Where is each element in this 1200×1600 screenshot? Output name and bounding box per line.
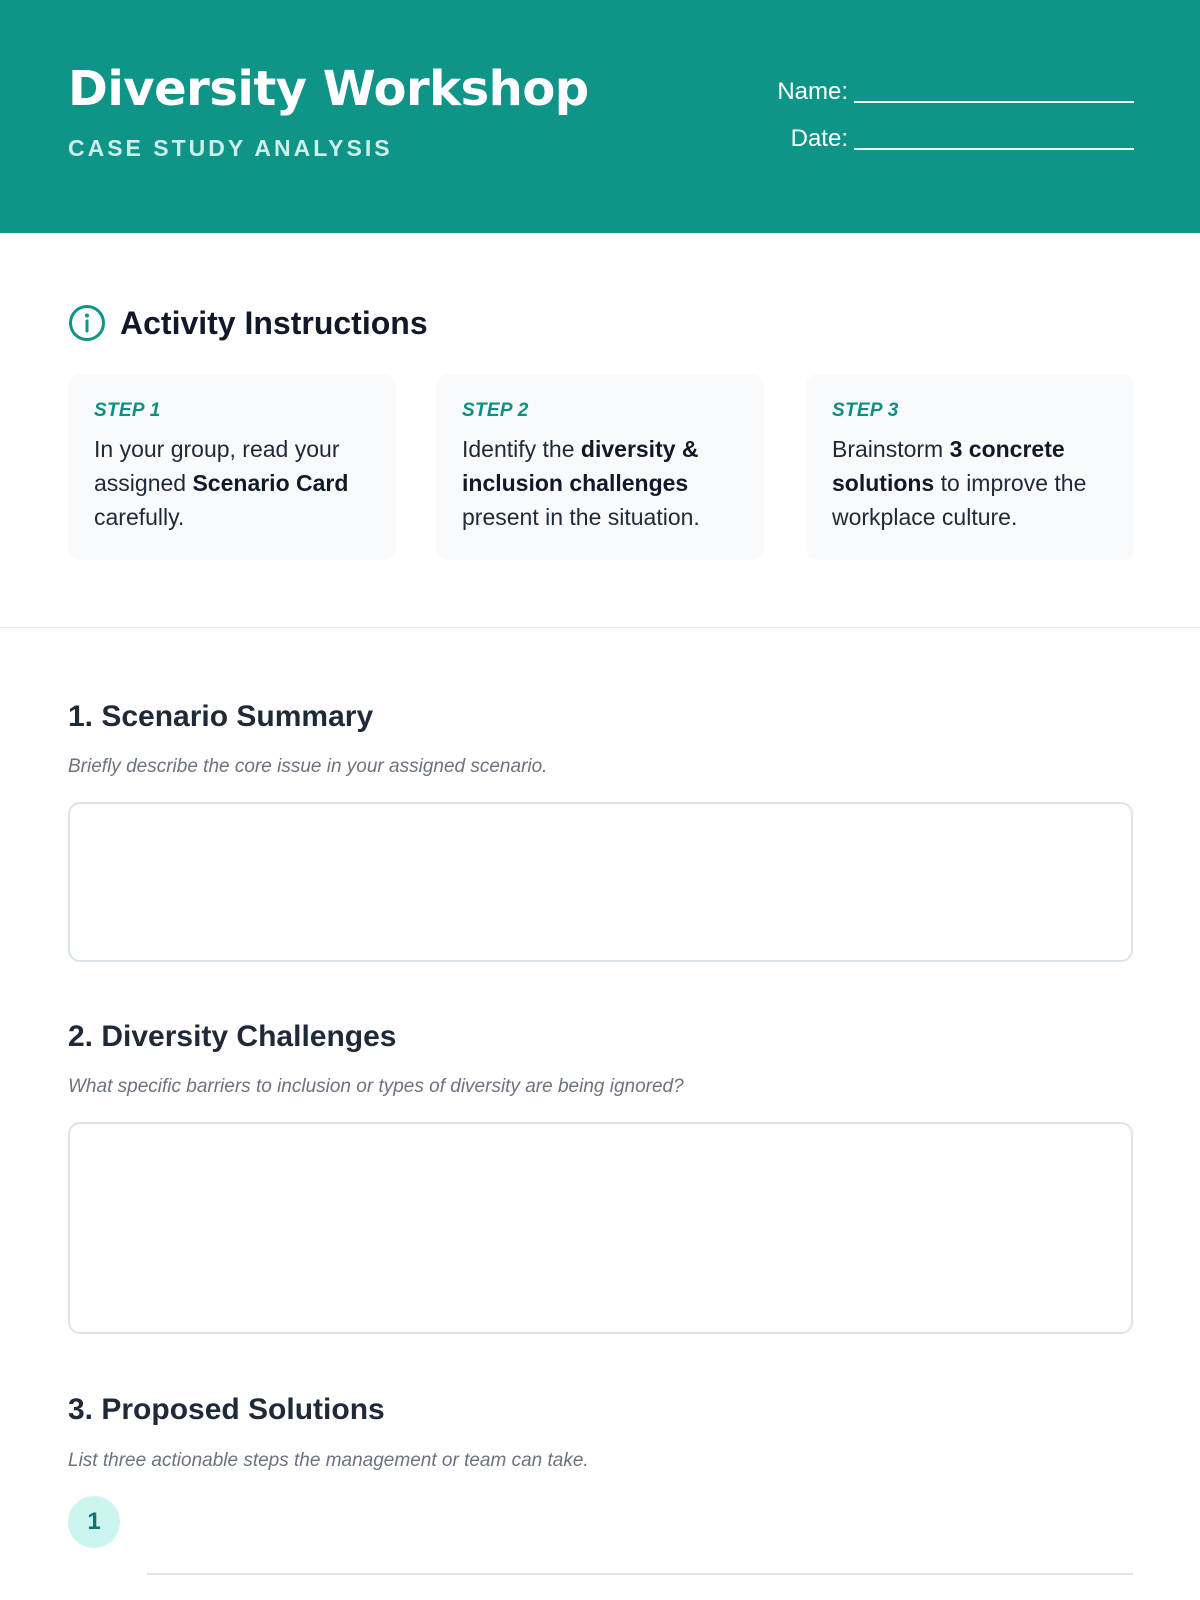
diversity-challenges-hint: What specific barriers to inclusion or types of diversity are being ignored? [68,1076,684,1097]
date-input-line[interactable] [854,130,1134,150]
info-icon [68,304,106,342]
date-label: Date: [790,125,848,152]
name-input-line[interactable] [854,83,1134,103]
diversity-challenges-answer-box[interactable] [68,1122,1133,1334]
step-card-1 [68,374,396,560]
step-text: Identify the diversity & inclusion challenges present in the situation. [462,436,700,530]
solution-answer-line[interactable] [147,1573,1133,1575]
step-text: Brainstorm 3 concrete solutions to improve the workplace culture. [832,436,1087,530]
page-subtitle: CASE STUDY ANALYSIS [68,135,393,161]
solution-number-badge: 1 [68,1496,120,1548]
instructions-title: Activity Instructions [120,304,428,341]
step-text: In your group, read your assigned Scenario Card carefully. [94,436,349,530]
date-field[interactable] [791,125,1134,153]
page-title: Diversity Workshop [68,61,589,117]
section-divider [0,627,1200,628]
scenario-summary-answer-box[interactable] [68,802,1133,962]
name-field[interactable] [777,78,1134,106]
step-card-3 [806,374,1134,560]
page-header [0,0,1200,233]
name-label: Name: [777,78,848,105]
step-label: STEP 2 [462,400,529,421]
step-card-2 [436,374,764,560]
proposed-solutions-hint: List three actionable steps the management or team can take. [68,1450,589,1471]
diversity-challenges-title: 2. Diversity Challenges [68,1020,397,1053]
instructions-heading [68,304,428,342]
scenario-summary-title: 1. Scenario Summary [68,700,374,733]
step-label: STEP 3 [832,400,899,421]
scenario-summary-hint: Briefly describe the core issue in your assigned scenario. [68,756,548,777]
step-label: STEP 1 [94,400,161,421]
proposed-solutions-title: 3. Proposed Solutions [68,1393,385,1426]
